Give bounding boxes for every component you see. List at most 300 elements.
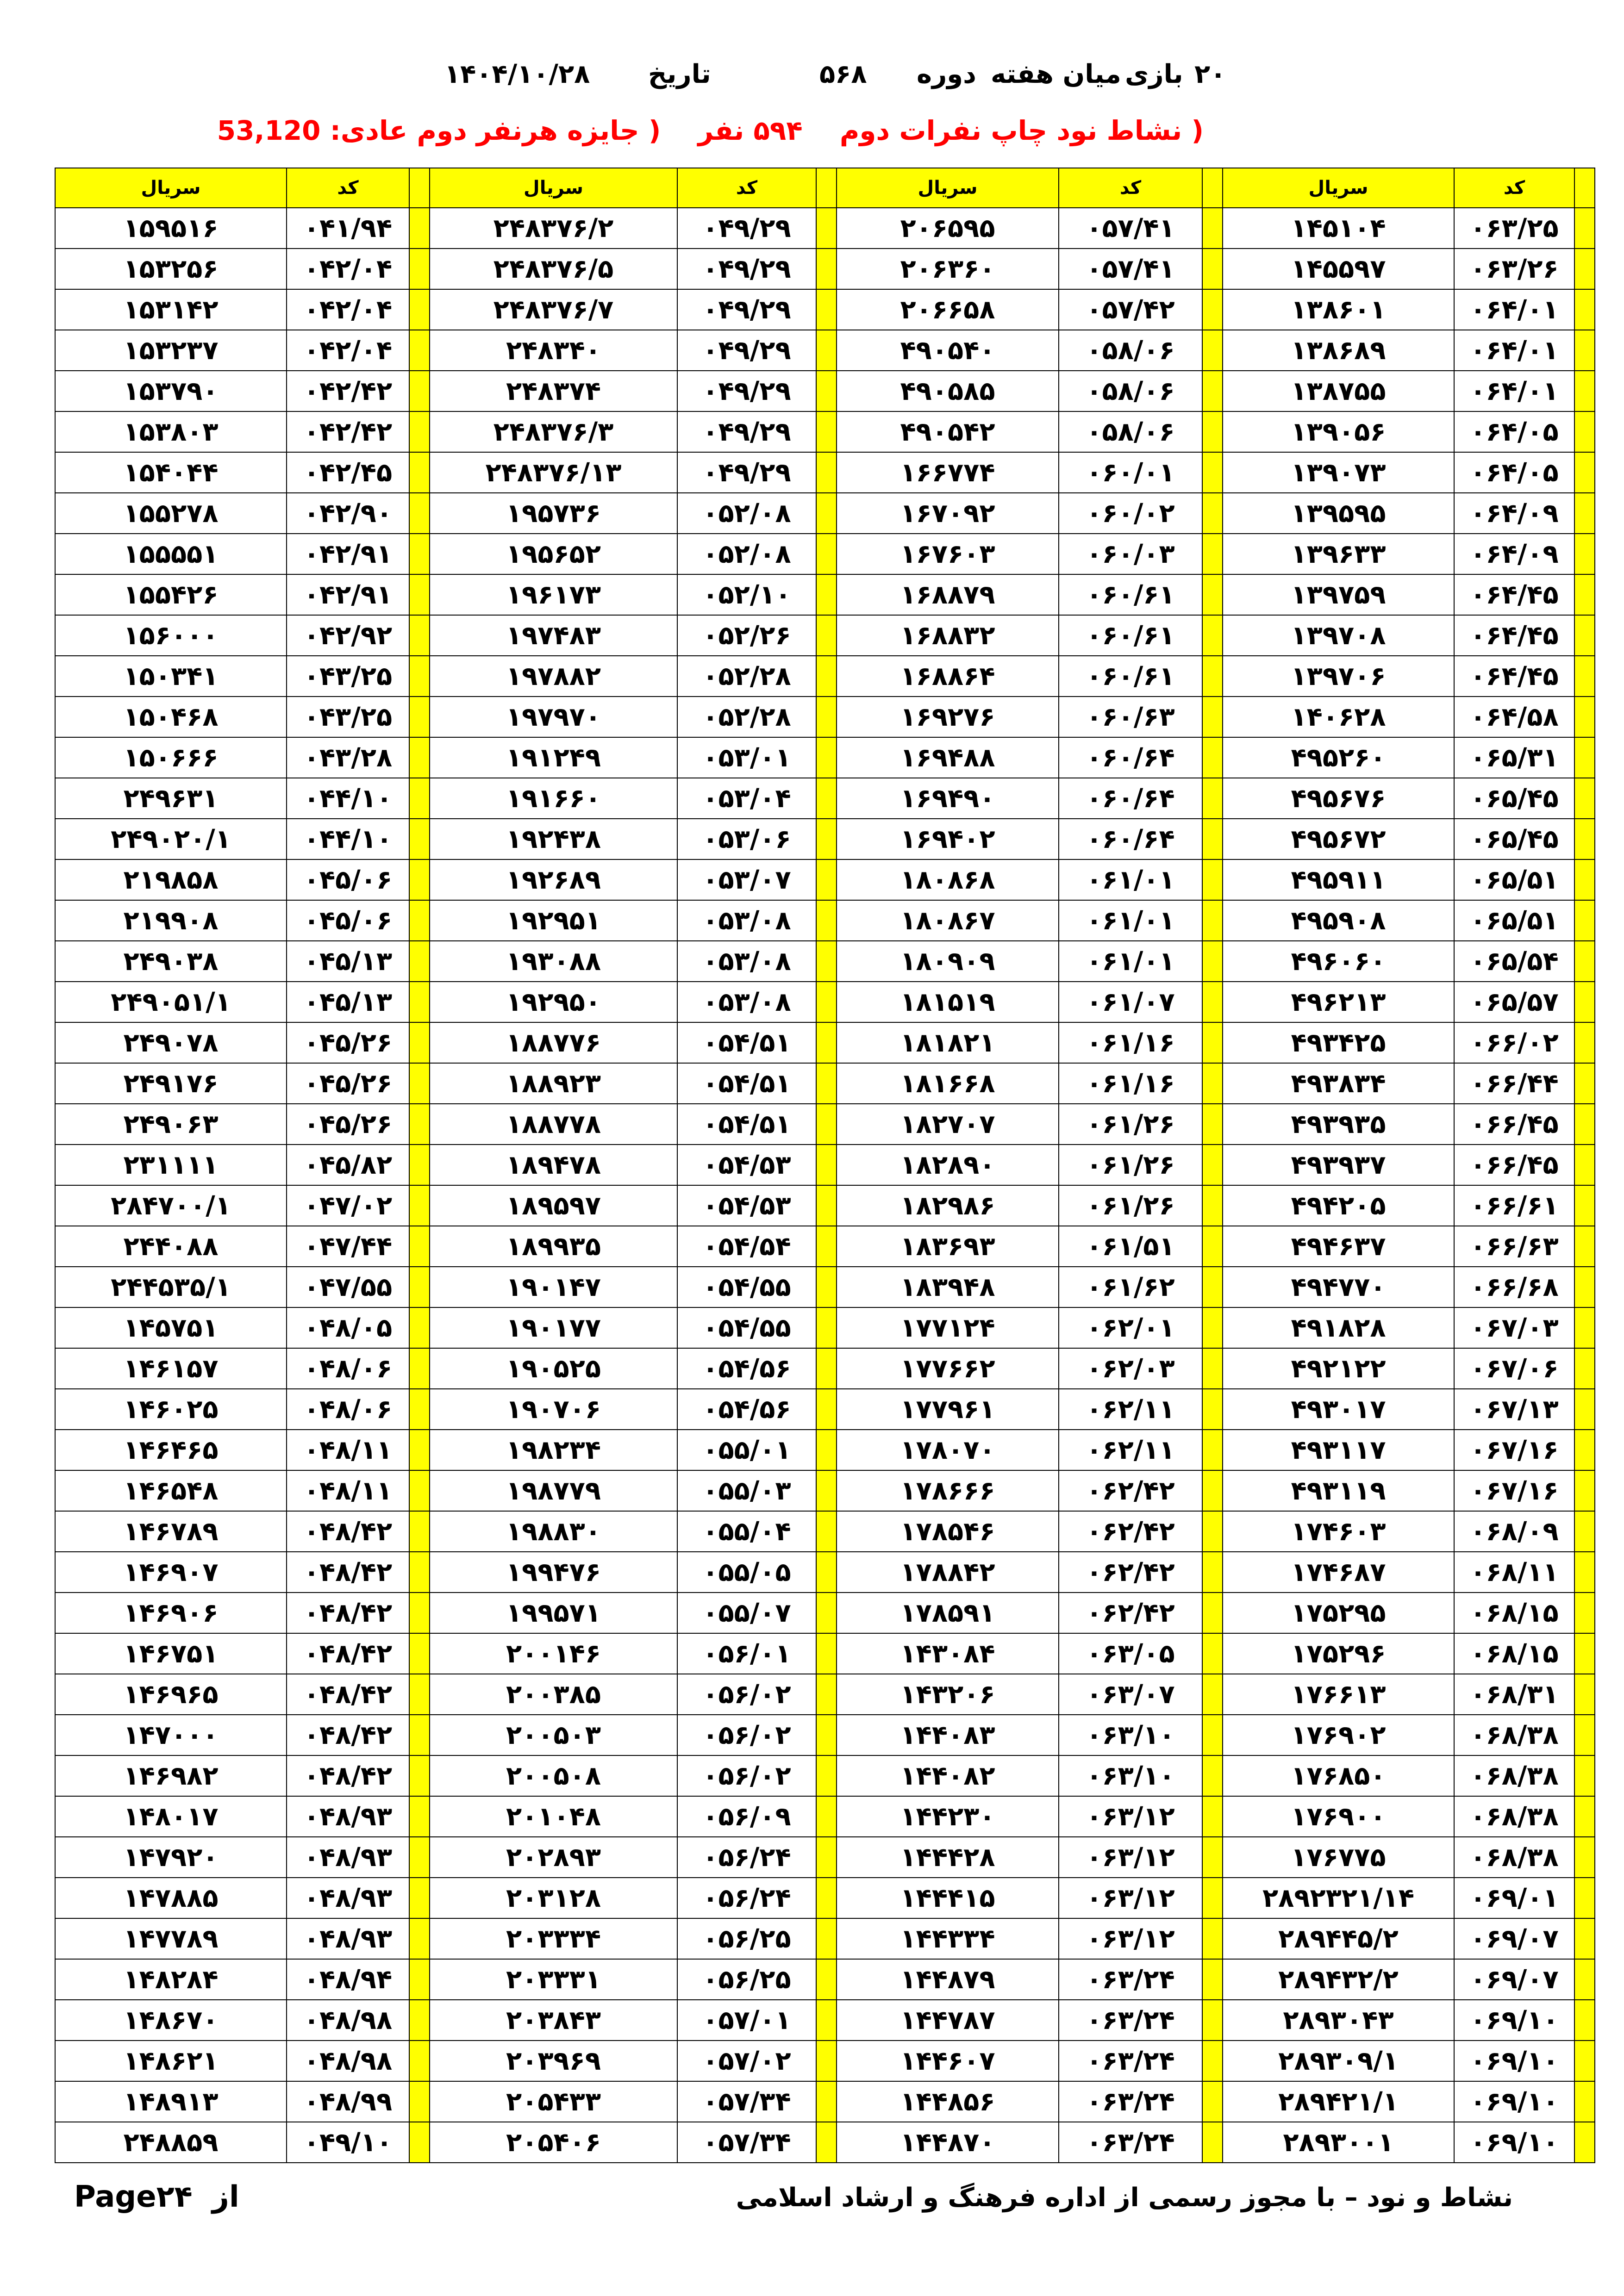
code-cell: ۰۶۰/۶۴ <box>1059 819 1202 859</box>
code-cell: ۰۶۴/۰۹ <box>1454 534 1574 574</box>
serial-cell: ۱۵۳۲۳۷ <box>55 330 287 371</box>
spacer <box>1574 1918 1595 1959</box>
code-cell: ۰۴۲/۹۲ <box>287 615 409 656</box>
code-cell: ۰۴۸/۹۹ <box>287 2081 409 2122</box>
subheader <box>217 115 1204 161</box>
code-cell: ۰۶۰/۶۱ <box>1059 574 1202 615</box>
serial-cell: ۱۹۶۱۷۳ <box>430 574 677 615</box>
serial-cell: ۱۹۱۶۶۰ <box>430 778 677 819</box>
spacer <box>1574 778 1595 819</box>
serial-cell: ۱۹۹۴۷۶ <box>430 1552 677 1593</box>
spacer <box>409 615 430 656</box>
code-cell: ۰۴۲/۰۴ <box>287 289 409 330</box>
serial-cell: ۱۵۰۶۶۶ <box>55 737 287 778</box>
spacer <box>816 1226 837 1267</box>
code-cell: ۰۴۹/۲۹ <box>677 208 816 249</box>
serial-cell: ۱۷۷۶۶۲ <box>837 1348 1059 1389</box>
serial-cell: ۴۹۶۲۱۳ <box>1223 982 1454 1022</box>
code-cell: ۰۶۲/۴۲ <box>1059 1552 1202 1593</box>
serial-cell: ۱۸۳۶۹۳ <box>837 1226 1059 1267</box>
serial-cell: ۱۷۴۶۰۳ <box>1223 1511 1454 1552</box>
serial-cell: ۱۶۸۸۳۲ <box>837 615 1059 656</box>
code-cell: ۰۶۴/۰۹ <box>1454 493 1574 534</box>
serial-cell: ۱۵۵۴۲۶ <box>55 574 287 615</box>
table-row <box>55 1878 1595 1918</box>
serial-cell: ۲۴۹۰۳۸ <box>55 941 287 982</box>
spacer <box>409 2081 430 2122</box>
serial-cell: ۱۹۹۵۷۱ <box>430 1593 677 1633</box>
code-cell: ۰۴۵/۱۳ <box>287 982 409 1022</box>
serial-cell: ۱۴۴۶۰۷ <box>837 2041 1059 2081</box>
spacer <box>409 1104 430 1145</box>
serial-cell: ۲۸۹۴۲۱/۱ <box>1223 2081 1454 2122</box>
spacer <box>816 1185 837 1226</box>
code-cell: ۰۵۷/۴۱ <box>1059 208 1202 249</box>
table-row <box>55 574 1595 615</box>
serial-cell: ۲۰۳۳۳۱ <box>430 1959 677 2000</box>
code-cell: ۰۶۵/۵۱ <box>1454 900 1574 941</box>
serial-cell: ۱۴۷۰۰۰ <box>55 1715 287 1755</box>
serial-cell: ۲۴۴۵۳۵/۱ <box>55 1267 287 1307</box>
spacer <box>409 900 430 941</box>
spacer <box>816 2081 837 2122</box>
spacer <box>816 1389 837 1430</box>
table-row <box>55 2081 1595 2122</box>
code-cell: ۰۵۴/۵۴ <box>677 1226 816 1267</box>
serial-cell: ۱۴۴۳۳۴ <box>837 1918 1059 1959</box>
spacer <box>409 1755 430 1796</box>
serial-header: سریال <box>1223 168 1454 208</box>
code-cell: ۰۴۸/۹۸ <box>287 2041 409 2081</box>
serial-cell: ۱۳۹۷۰۸ <box>1223 615 1454 656</box>
serial-cell: ۲۴۹۰۶۳ <box>55 1104 287 1145</box>
footer-credit: نشاط و نود – با مجوز رسمی از اداره فرهنگ و ارشاد اسلامی <box>736 2183 1513 2213</box>
spacer <box>1574 493 1595 534</box>
serial-cell: ۱۴۰۶۲۸ <box>1223 697 1454 737</box>
serial-cell: ۲۰۱۰۴۸ <box>430 1796 677 1837</box>
serial-cell: ۱۹۰۱۴۷ <box>430 1267 677 1307</box>
spacer <box>816 411 837 452</box>
spacer <box>409 982 430 1022</box>
serial-cell: ۱۴۴۴۲۸ <box>837 1837 1059 1878</box>
spacer <box>1574 1104 1595 1145</box>
serial-cell: ۱۴۴۴۱۵ <box>837 1878 1059 1918</box>
spacer <box>1202 1633 1223 1674</box>
code-cell: ۰۴۵/۸۲ <box>287 1145 409 1185</box>
code-cell: ۰۵۴/۵۱ <box>677 1022 816 1063</box>
serial-cell: ۱۶۹۴۹۰ <box>837 778 1059 819</box>
serial-cell: ۲۴۹۰۵۱/۱ <box>55 982 287 1022</box>
spacer <box>816 1511 837 1552</box>
serial-cell: ۱۷۶۸۵۰ <box>1223 1755 1454 1796</box>
code-cell: ۰۶۸/۳۸ <box>1454 1796 1574 1837</box>
code-cell: ۰۴۵/۲۶ <box>287 1063 409 1104</box>
spacer <box>409 371 430 411</box>
serial-cell: ۲۸۹۴۴۵/۲ <box>1223 1918 1454 1959</box>
serial-cell: ۲۸۹۳۰۰۱ <box>1223 2122 1454 2163</box>
spacer <box>1202 1430 1223 1470</box>
spacer <box>1574 330 1595 371</box>
code-cell: ۰۴۲/۹۱ <box>287 574 409 615</box>
table-row <box>55 1307 1595 1348</box>
spacer <box>1574 2000 1595 2041</box>
code-cell: ۰۶۸/۱۱ <box>1454 1552 1574 1593</box>
table-row <box>55 1755 1595 1796</box>
code-cell: ۰۴۵/۱۳ <box>287 941 409 982</box>
spacer <box>816 1307 837 1348</box>
serial-cell: ۱۳۹۶۳۳ <box>1223 534 1454 574</box>
code-cell: ۰۶۳/۲۶ <box>1454 249 1574 289</box>
spacer <box>409 1837 430 1878</box>
date-label: تاریخ <box>648 59 711 89</box>
spacer <box>1202 534 1223 574</box>
serial-header: سریال <box>55 168 287 208</box>
spacer <box>409 1307 430 1348</box>
serial-cell: ۱۷۸۶۶۶ <box>837 1470 1059 1511</box>
spacer <box>1202 168 1223 208</box>
code-cell: ۰۵۲/۲۸ <box>677 656 816 697</box>
serial-cell: ۲۰۶۳۶۰ <box>837 249 1059 289</box>
code-cell: ۰۵۶/۲۵ <box>677 1918 816 1959</box>
code-cell: ۰۶۰/۰۳ <box>1059 534 1202 574</box>
spacer <box>1202 289 1223 330</box>
spacer <box>1202 900 1223 941</box>
code-cell: ۰۴۲/۴۲ <box>287 371 409 411</box>
serial-cell: ۲۴۹۱۷۶ <box>55 1063 287 1104</box>
table-row <box>55 2041 1595 2081</box>
serial-cell: ۱۴۴۲۳۰ <box>837 1796 1059 1837</box>
table-row <box>55 2122 1595 2163</box>
code-cell: ۰۵۸/۰۶ <box>1059 411 1202 452</box>
serial-cell: ۱۴۵۱۰۴ <box>1223 208 1454 249</box>
spacer <box>409 208 430 249</box>
serial-cell: ۱۸۸۷۷۶ <box>430 1022 677 1063</box>
table-row <box>55 697 1595 737</box>
spacer <box>816 1267 837 1307</box>
code-cell: ۰۶۲/۴۲ <box>1059 1511 1202 1552</box>
code-cell: ۰۵۳/۰۴ <box>677 778 816 819</box>
serial-cell: ۱۳۸۶۸۹ <box>1223 330 1454 371</box>
spacer <box>1202 452 1223 493</box>
table-row <box>55 737 1595 778</box>
spacer <box>1574 1674 1595 1715</box>
spacer <box>1202 1267 1223 1307</box>
spacer <box>816 1470 837 1511</box>
serial-cell: ۱۵۳۷۹۰ <box>55 371 287 411</box>
table-row <box>55 1511 1595 1552</box>
serial-cell: ۱۶۸۸۶۴ <box>837 656 1059 697</box>
spacer <box>1202 371 1223 411</box>
serial-cell: ۱۴۶۴۶۵ <box>55 1430 287 1470</box>
spacer <box>1574 859 1595 900</box>
spacer <box>816 1796 837 1837</box>
game-label: بازی <box>1125 59 1183 89</box>
serial-cell: ۱۴۵۷۵۱ <box>55 1307 287 1348</box>
spacer <box>1574 1389 1595 1430</box>
spacer <box>1202 411 1223 452</box>
spacer <box>1574 900 1595 941</box>
game-number: ۲۰ <box>1194 59 1226 89</box>
spacer <box>409 941 430 982</box>
code-cell: ۰۵۵/۰۵ <box>677 1552 816 1593</box>
page-word: Page <box>74 2180 156 2214</box>
serial-cell: ۱۷۷۱۲۴ <box>837 1307 1059 1348</box>
spacer <box>816 1959 837 2000</box>
spacer <box>816 371 837 411</box>
code-cell: ۰۴۸/۴۲ <box>287 1755 409 1796</box>
spacer <box>409 289 430 330</box>
serial-cell: ۱۷۷۹۶۱ <box>837 1389 1059 1430</box>
code-cell: ۰۶۴/۰۱ <box>1454 330 1574 371</box>
spacer <box>816 1063 837 1104</box>
spacer <box>1574 1593 1595 1633</box>
code-cell: ۰۶۰/۰۲ <box>1059 493 1202 534</box>
serial-cell: ۱۸۰۹۰۹ <box>837 941 1059 982</box>
spacer <box>1574 2122 1595 2163</box>
code-cell: ۰۵۴/۵۱ <box>677 1063 816 1104</box>
serial-cell: ۲۸۹۴۳۲/۲ <box>1223 1959 1454 2000</box>
spacer <box>816 1715 837 1755</box>
serial-cell: ۱۳۹۰۷۳ <box>1223 452 1454 493</box>
spacer <box>1202 1959 1223 2000</box>
spacer <box>1574 452 1595 493</box>
spacer <box>1574 697 1595 737</box>
spacer <box>816 168 837 208</box>
spacer <box>1202 2081 1223 2122</box>
serial-cell: ۲۸۹۲۳۲۱/۱۴ <box>1223 1878 1454 1918</box>
code-cell: ۰۵۴/۵۵ <box>677 1307 816 1348</box>
code-cell: ۰۴۸/۱۱ <box>287 1470 409 1511</box>
serial-cell: ۱۸۹۹۳۵ <box>430 1226 677 1267</box>
serial-cell: ۲۴۹۶۳۱ <box>55 778 287 819</box>
spacer <box>1574 941 1595 982</box>
code-cell: ۰۶۱/۶۲ <box>1059 1267 1202 1307</box>
spacer <box>1574 1430 1595 1470</box>
serial-cell: ۴۹۵۶۷۲ <box>1223 819 1454 859</box>
code-cell: ۰۵۵/۰۴ <box>677 1511 816 1552</box>
spacer <box>1202 2122 1223 2163</box>
code-cell: ۰۶۲/۰۳ <box>1059 1348 1202 1389</box>
code-cell: ۰۴۳/۲۵ <box>287 656 409 697</box>
spacer <box>1574 1796 1595 1837</box>
page-number: ۲۴ <box>156 2180 193 2214</box>
table-row <box>55 1674 1595 1715</box>
serial-cell: ۱۸۱۵۱۹ <box>837 982 1059 1022</box>
spacer <box>816 1633 837 1674</box>
table-row <box>55 2000 1595 2041</box>
spacer <box>1574 615 1595 656</box>
serial-cell: ۴۹۳۸۳۴ <box>1223 1063 1454 1104</box>
table-row <box>55 1185 1595 1226</box>
serial-cell: ۱۷۶۷۷۵ <box>1223 1837 1454 1878</box>
serial-cell: ۱۴۶۵۴۸ <box>55 1470 287 1511</box>
table-row <box>55 1022 1595 1063</box>
code-cell: ۰۶۸/۱۵ <box>1454 1633 1574 1674</box>
serial-cell: ۱۴۶۱۵۷ <box>55 1348 287 1389</box>
code-cell: ۰۶۱/۲۶ <box>1059 1104 1202 1145</box>
table-row <box>55 615 1595 656</box>
serial-cell: ۱۴۶۹۰۷ <box>55 1552 287 1593</box>
code-cell: ۰۶۵/۳۱ <box>1454 737 1574 778</box>
code-cell: ۰۴۸/۰۵ <box>287 1307 409 1348</box>
spacer <box>816 941 837 982</box>
spacer <box>409 697 430 737</box>
code-cell: ۰۵۴/۵۱ <box>677 1104 816 1145</box>
code-cell: ۰۶۰/۶۱ <box>1059 615 1202 656</box>
serial-cell: ۱۳۸۶۰۱ <box>1223 289 1454 330</box>
serial-cell: ۲۸۴۷۰۰/۱ <box>55 1185 287 1226</box>
spacer <box>816 1022 837 1063</box>
code-cell: ۰۴۲/۹۰ <box>287 493 409 534</box>
spacer <box>816 1878 837 1918</box>
code-cell: ۰۵۶/۰۲ <box>677 1674 816 1715</box>
code-cell: ۰۵۶/۰۲ <box>677 1715 816 1755</box>
header <box>0 59 1624 106</box>
code-cell: ۰۴۹/۲۹ <box>677 330 816 371</box>
spacer <box>816 1552 837 1593</box>
table-row <box>55 1715 1595 1755</box>
spacer <box>1574 1063 1595 1104</box>
code-cell: ۰۶۸/۳۱ <box>1454 1674 1574 1715</box>
spacer <box>1574 2041 1595 2081</box>
results-body <box>55 208 1595 2163</box>
serial-cell: ۱۴۸۲۸۴ <box>55 1959 287 2000</box>
spacer <box>1202 249 1223 289</box>
serial-cell: ۴۹۴۷۷۰ <box>1223 1267 1454 1307</box>
serial-cell: ۱۷۴۶۸۷ <box>1223 1552 1454 1593</box>
serial-cell: ۴۹۳۹۳۵ <box>1223 1104 1454 1145</box>
code-cell: ۰۵۴/۵۶ <box>677 1389 816 1430</box>
serial-cell: ۱۷۶۶۱۳ <box>1223 1674 1454 1715</box>
code-cell: ۰۶۶/۶۱ <box>1454 1185 1574 1226</box>
spacer <box>816 330 837 371</box>
code-cell: ۰۴۲/۹۱ <box>287 534 409 574</box>
code-cell: ۰۶۱/۲۶ <box>1059 1145 1202 1185</box>
code-cell: ۰۶۳/۲۴ <box>1059 2081 1202 2122</box>
code-cell: ۰۶۶/۶۸ <box>1454 1267 1574 1307</box>
serial-cell: ۴۹۳۴۲۵ <box>1223 1022 1454 1063</box>
spacer <box>409 1145 430 1185</box>
serial-cell: ۲۰۶۵۹۵ <box>837 208 1059 249</box>
code-cell: ۰۴۷/۰۲ <box>287 1185 409 1226</box>
spacer <box>409 1389 430 1430</box>
code-cell: ۰۶۵/۵۱ <box>1454 859 1574 900</box>
code-cell: ۰۶۶/۶۳ <box>1454 1226 1574 1267</box>
period-label: دوره <box>917 59 976 89</box>
code-cell: ۰۶۲/۴۲ <box>1059 1593 1202 1633</box>
serial-cell: ۱۴۷۹۲۰ <box>55 1837 287 1878</box>
serial-cell: ۱۴۶۹۶۵ <box>55 1674 287 1715</box>
spacer <box>1574 168 1595 208</box>
code-header: کد <box>1454 168 1574 208</box>
serial-cell: ۱۴۴۸۷۹ <box>837 1959 1059 2000</box>
spacer <box>1574 1959 1595 2000</box>
spacer <box>409 452 430 493</box>
table-row <box>55 859 1595 900</box>
serial-cell: ۲۰۰۵۰۸ <box>430 1755 677 1796</box>
code-cell: ۰۵۳/۰۱ <box>677 737 816 778</box>
spacer <box>1574 574 1595 615</box>
code-cell: ۰۵۷/۰۱ <box>677 2000 816 2041</box>
serial-cell: ۲۴۸۳۷۴ <box>430 371 677 411</box>
spacer <box>409 737 430 778</box>
spacer <box>816 1145 837 1185</box>
code-cell: ۰۶۷/۱۶ <box>1454 1430 1574 1470</box>
serial-cell: ۱۸۸۹۲۳ <box>430 1063 677 1104</box>
header-row <box>55 168 1595 208</box>
spacer <box>409 1878 430 1918</box>
spacer <box>1202 1226 1223 1267</box>
subheader-title: ( نشاط نود چاپ نفرات دوم <box>839 115 1204 146</box>
results-table <box>55 168 1595 2163</box>
serial-cell: ۴۹۴۲۰۵ <box>1223 1185 1454 1226</box>
table-row <box>55 1145 1595 1185</box>
spacer <box>1202 1145 1223 1185</box>
serial-cell: ۱۵۰۳۴۱ <box>55 656 287 697</box>
spacer <box>1202 1552 1223 1593</box>
spacer <box>409 859 430 900</box>
code-cell: ۰۴۸/۹۳ <box>287 1837 409 1878</box>
code-cell: ۰۵۲/۲۶ <box>677 615 816 656</box>
table-row <box>55 1063 1595 1104</box>
serial-cell: ۲۸۹۳۰۴۳ <box>1223 2000 1454 2041</box>
code-cell: ۰۶۴/۴۵ <box>1454 615 1574 656</box>
spacer <box>816 2041 837 2081</box>
serial-cell: ۱۸۱۸۲۱ <box>837 1022 1059 1063</box>
code-cell: ۰۶۰/۶۴ <box>1059 737 1202 778</box>
serial-cell: ۱۸۰۸۶۷ <box>837 900 1059 941</box>
spacer <box>1202 859 1223 900</box>
serial-cell: ۲۰۳۹۶۹ <box>430 2041 677 2081</box>
table-row <box>55 1430 1595 1470</box>
code-cell: ۰۴۸/۹۳ <box>287 1796 409 1837</box>
code-cell: ۰۴۷/۵۵ <box>287 1267 409 1307</box>
code-cell: ۰۶۷/۱۳ <box>1454 1389 1574 1430</box>
code-cell: ۰۵۵/۰۱ <box>677 1430 816 1470</box>
serial-cell: ۱۷۵۲۹۶ <box>1223 1633 1454 1674</box>
serial-cell: ۱۶۹۴۰۲ <box>837 819 1059 859</box>
spacer <box>816 1918 837 1959</box>
code-cell: ۰۴۵/۰۶ <box>287 900 409 941</box>
serial-cell: ۲۰۳۸۴۳ <box>430 2000 677 2041</box>
spacer <box>1202 1307 1223 1348</box>
table-row <box>55 1918 1595 1959</box>
serial-cell: ۱۸۹۵۹۷ <box>430 1185 677 1226</box>
serial-cell: ۱۹۲۹۵۰ <box>430 982 677 1022</box>
spacer <box>816 859 837 900</box>
serial-cell: ۱۸۸۷۷۸ <box>430 1104 677 1145</box>
spacer <box>816 900 837 941</box>
code-header: کد <box>1059 168 1202 208</box>
spacer <box>816 778 837 819</box>
code-cell: ۰۶۳/۰۷ <box>1059 1674 1202 1715</box>
code-cell: ۰۶۵/۵۷ <box>1454 982 1574 1022</box>
table-row <box>55 1633 1595 1674</box>
code-cell: ۰۶۵/۵۴ <box>1454 941 1574 982</box>
spacer <box>816 2122 837 2163</box>
spacer <box>1202 1348 1223 1389</box>
serial-cell: ۴۹۵۲۶۰ <box>1223 737 1454 778</box>
table-row <box>55 1389 1595 1430</box>
code-cell: ۰۶۱/۰۷ <box>1059 982 1202 1022</box>
code-cell: ۰۴۸/۴۲ <box>287 1715 409 1755</box>
code-cell: ۰۴۹/۱۰ <box>287 2122 409 2163</box>
spacer <box>816 1593 837 1633</box>
spacer <box>816 1837 837 1878</box>
code-cell: ۰۶۹/۰۷ <box>1454 1918 1574 1959</box>
serial-cell: ۱۴۷۷۸۹ <box>55 1918 287 1959</box>
serial-cell: ۴۹۱۸۲۸ <box>1223 1307 1454 1348</box>
